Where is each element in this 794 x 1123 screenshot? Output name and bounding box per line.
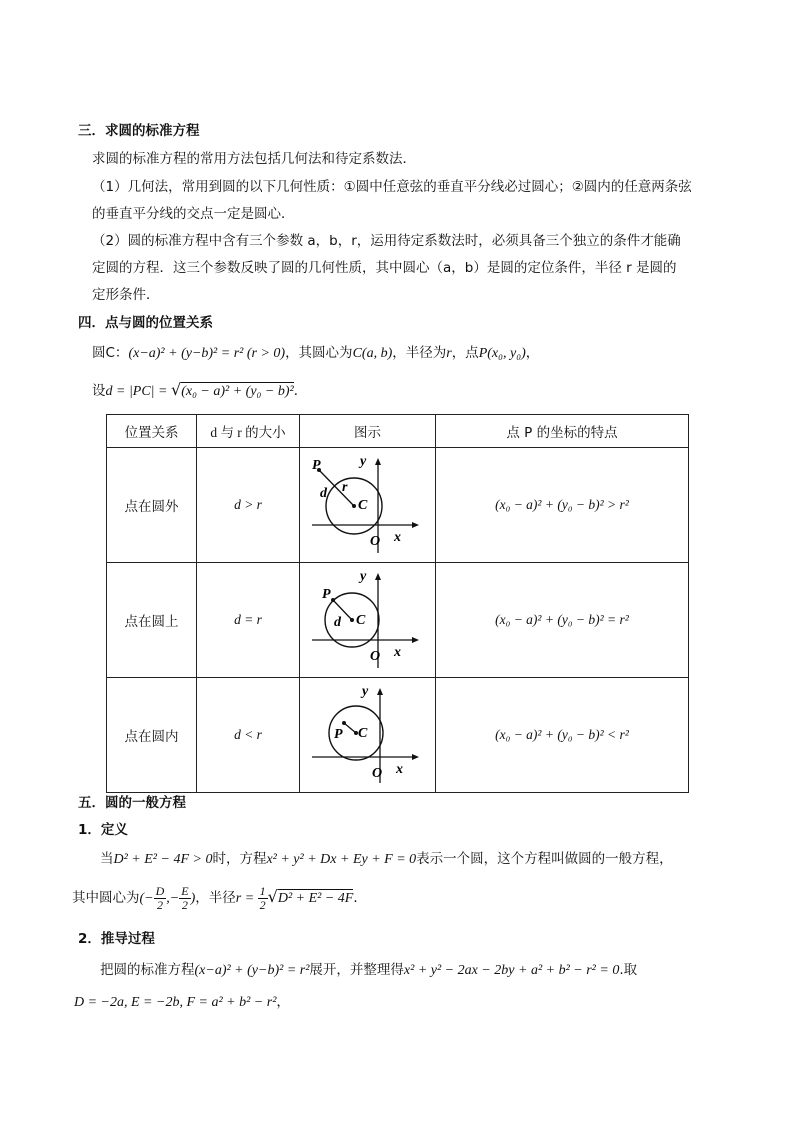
label-O: O — [369, 649, 380, 664]
derivation-line1 — [100, 960, 637, 981]
section3-para1: 求圆的标准方程的常用方法包括几何法和待定系数法． — [92, 151, 416, 167]
derivation-heading: 2．推导过程 — [78, 931, 155, 947]
label-d: d — [319, 486, 327, 501]
compare-cell: d < r — [197, 678, 300, 793]
relation-cell: 点在圆内 — [107, 678, 197, 793]
label-O: O — [369, 534, 380, 549]
feature-cell: (x₀ − a)² + (y₀ − b)² > r² — [436, 448, 689, 563]
equation-text: 时，方程 — [212, 851, 267, 867]
point-outside-figure — [308, 453, 428, 557]
distance-definition-line — [92, 380, 307, 402]
expand-mid: 展开，并整理得 — [309, 962, 404, 978]
label-x: x — [393, 530, 401, 545]
condition-expression: D² + E² − 4F > 0 — [113, 852, 213, 867]
point-text: ，点 — [451, 345, 479, 361]
center-text: ，其圆心为 — [285, 345, 353, 361]
take-text: .取 — [619, 962, 638, 978]
fraction-D-over-2: $\frac{D}{2}$ — [155, 883, 165, 912]
figure-cell — [300, 678, 436, 793]
point-on-circle-figure — [308, 568, 428, 672]
center-prefix: 其中圆心为 — [72, 890, 140, 906]
compare-cell: d = r — [197, 563, 300, 678]
when-text: 当 — [100, 851, 114, 867]
center-coords: C(a, b) — [352, 346, 393, 361]
substitution-equation: D = −2a, E = −2b, F = a² + b² − r² — [74, 995, 277, 1010]
comma: ， — [525, 345, 540, 361]
definition-text: 表示一个圆，这个方程叫做圆的一般方程， — [416, 851, 673, 867]
label-O: O — [371, 766, 382, 781]
relation-cell: 点在圆上 — [107, 563, 197, 678]
label-y: y — [359, 569, 366, 584]
header-figure: 图示 — [300, 415, 436, 448]
distance-radicand: (x₀ − a)² + (y₀ − b)² — [181, 384, 294, 399]
fraction-E-over-2: $\frac{E}{2}$ — [181, 883, 189, 912]
label-x: x — [393, 645, 401, 660]
radius-text: ，半径为 — [392, 345, 447, 361]
relation-cell: 点在圆外 — [107, 448, 197, 563]
radius-symbol: r — [446, 346, 452, 361]
header-feature: 点 P 的坐标的特点 — [436, 415, 689, 448]
circle-definition-line — [92, 343, 539, 364]
figure-cell — [300, 563, 436, 678]
label-P: P — [333, 727, 343, 742]
section3-para3-line3: 定形条件． — [92, 287, 160, 303]
label-C: C — [355, 613, 365, 628]
label-C: C — [357, 498, 367, 513]
label-P: P — [321, 587, 331, 602]
definition-line1 — [100, 849, 673, 870]
label-d: d — [333, 615, 341, 630]
section5-title: 五．圆的一般方程 — [78, 795, 186, 811]
radius-radicand: D² + E² − 4F — [277, 891, 354, 906]
definition-line2 — [72, 880, 367, 916]
section4-title: 四．点与圆的位置关系 — [78, 315, 213, 331]
circle-label: 圆C： — [92, 345, 129, 361]
label-y: y — [361, 684, 368, 699]
period: ． — [353, 890, 367, 906]
table-row — [107, 563, 689, 678]
circle-equation: (x−a)² + (y−b)² = r² (r > 0) — [128, 346, 286, 361]
label-x: x — [395, 762, 403, 777]
comma: ， — [276, 994, 290, 1010]
general-equation: x² + y² + Dx + Ey + F = 0 — [266, 852, 417, 867]
point-coords: P(x₀, y₀) — [478, 346, 526, 361]
feature-cell: (x₀ − a)² + (y₀ − b)² = r² — [436, 563, 689, 678]
section3-title: 三．求圆的标准方程 — [78, 123, 200, 139]
period: ． — [293, 383, 308, 399]
label-C: C — [357, 726, 367, 741]
label-P: P — [311, 458, 321, 473]
label-y: y — [359, 454, 366, 469]
header-compare: d 与 r 的大小 — [197, 415, 300, 448]
header-relation: 位置关系 — [107, 415, 197, 448]
fraction-one-half: $\frac{1}{2}$ — [259, 883, 266, 912]
point-inside-figure — [308, 683, 428, 787]
section3-para3-line1: （2）圆的标准方程中含有三个参数 a，b，r，运用待定系数法时，必须具备三个独立的条件才能确 — [92, 233, 681, 249]
section3-para2-line2: 的垂直平分线的交点一定是圆心． — [92, 206, 295, 222]
section3-para2-line1: （1）几何法，常用到圆的以下几何性质：①圆中任意弦的垂直平分线必过圆心；②圆内的任意两条弦 — [92, 179, 692, 195]
let-text: 设 — [92, 383, 106, 399]
table-row — [107, 678, 689, 793]
radius-prefix: ，半径 — [195, 890, 236, 906]
table-row — [107, 448, 689, 563]
center-close: ) — [190, 891, 196, 906]
feature-cell: (x₀ − a)² + (y₀ − b)² < r² — [436, 678, 689, 793]
derivation-line2 — [74, 992, 290, 1013]
center-comma: ,− — [166, 891, 180, 906]
expand-text: 把圆的标准方程 — [100, 962, 195, 978]
compare-cell: d > r — [197, 448, 300, 563]
sqrt-sign: √ — [170, 380, 182, 399]
table-header-row — [107, 415, 689, 448]
section3-para3-line2: 定圆的方程．这三个参数反映了圆的几何性质，其中圆心（a，b）是圆的定位条件，半径 r 是圆的 — [92, 260, 677, 276]
standard-equation: (x−a)² + (y−b)² = r² — [194, 963, 310, 978]
distance-equation: d = |PC| = — [105, 384, 171, 399]
definition-heading: 1．定义 — [78, 822, 128, 838]
label-r: r — [341, 480, 347, 495]
center-open: (− — [139, 891, 154, 906]
expanded-equation: x² + y² − 2ax − 2by + a² + b² − r² = 0 — [403, 963, 620, 978]
sqrt-sign: √ — [267, 887, 278, 906]
figure-cell — [300, 448, 436, 563]
position-relation-table — [106, 414, 689, 793]
radius-lhs: r = — [235, 891, 258, 906]
